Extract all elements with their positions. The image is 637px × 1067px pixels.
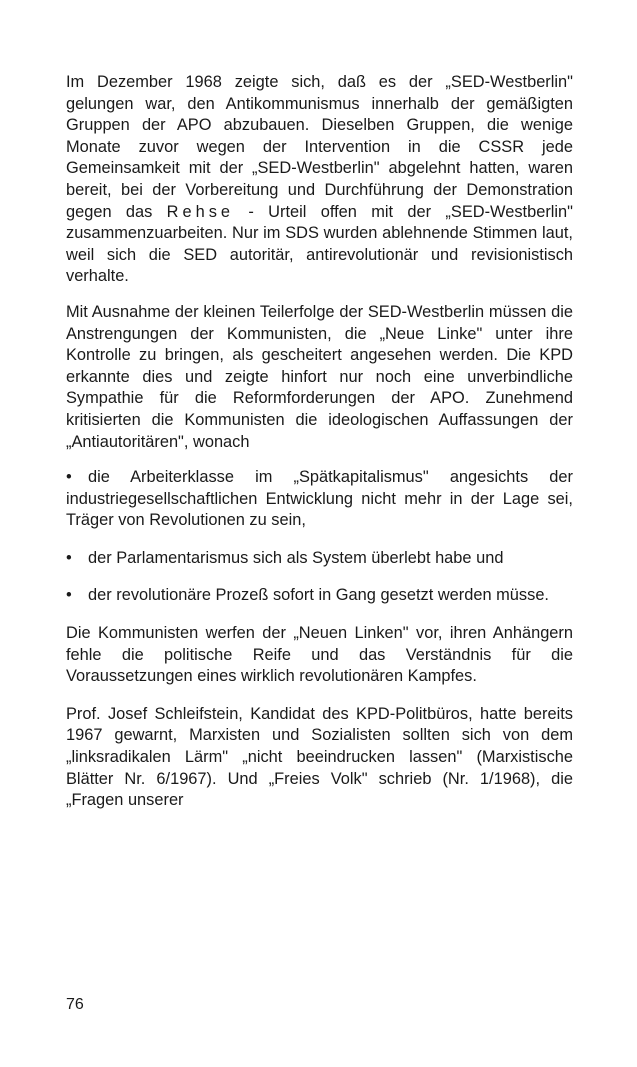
- bullet-marker: •: [66, 548, 72, 567]
- document-body: [66, 72, 573, 812]
- paragraph-1-text-a: Im Dezember 1968 zeigte sich, daß es der „SED-Westberlin" gelungen war, den Antikommunismus innerhalb der gemäßigten Gruppen der APO abzubauen. Dieselben Gruppen, die wenige Monate zuvor wegen der Intervention in die CSSR jede Gemeinsamkeit mit der „SED-Westberlin" abgelehnt hatten, waren bereit, bei der Vorbereitung und Durchführung der Demonstration gegen das: [66, 73, 573, 221]
- paragraph-3: Die Kommunisten werfen der „Neuen Linken" vor, ihren Anhängern fehle die politische Reife und das Verständnis für die Voraussetzungen eines wirklich revolutionären Kampfes.: [66, 624, 573, 686]
- bullet-item-1-text: die Arbeiterklasse im „Spätkapitalismus" angesichts der industriegesellschaftlichen Entwicklung nicht mehr in der Lage sei, Träger von Revolutionen zu sein,: [66, 468, 573, 530]
- paragraph-2: Mit Ausnahme der kleinen Teilerfolge der SED-Westberlin müssen die Anstrengungen der Kommunisten, die „Neue Linke" unter ihre Kontrolle zu bringen, als gescheitert angesehen werden. Die KPD erkannte dies und zeigte hinfort nur noch eine unverbindliche Sympathie für die Reformforderungen der APO. Zunehmend kritisierten die Kommunisten die ideologischen Auffassungen der „Antiautoritären", wonach: [66, 302, 573, 451]
- bullet-marker: •: [66, 468, 72, 487]
- paragraph-4: Prof. Josef Schleifstein, Kandidat des KPD-Politbüros, hatte bereits 1967 gewarnt, Marxisten und Sozialisten sollten sich von dem „linksradikalen Lärm" „nicht beeindrucken lassen" (Marxistische Blätter Nr. 6/1967). Und „Freies Volk" schrieb (Nr. 1/1968), die „Fragen unserer: [66, 704, 573, 810]
- emphasized-name-rehse: Rehse: [166, 202, 235, 221]
- bullet-item-3: [66, 585, 573, 607]
- bullet-item-2: [66, 548, 573, 570]
- paragraph-1-text-b: - Urteil offen mit der „SED-Westberlin" zusammenzuarbeiten. Nur im SDS wurden ablehnende Stimmen laut, weil sich die SED autoritär, antirevolutionär und revisionistisch verhalte.: [66, 202, 573, 286]
- page-number: 76: [66, 996, 84, 1013]
- bullet-marker: •: [66, 586, 72, 605]
- paragraph-1: [66, 72, 573, 288]
- bullet-item-1: [66, 467, 573, 532]
- bullet-item-2-text: der Parlamentarismus sich als System überlebt habe und: [88, 548, 504, 567]
- bullet-item-3-text: der revolutionäre Prozeß sofort in Gang gesetzt werden müsse.: [88, 586, 549, 605]
